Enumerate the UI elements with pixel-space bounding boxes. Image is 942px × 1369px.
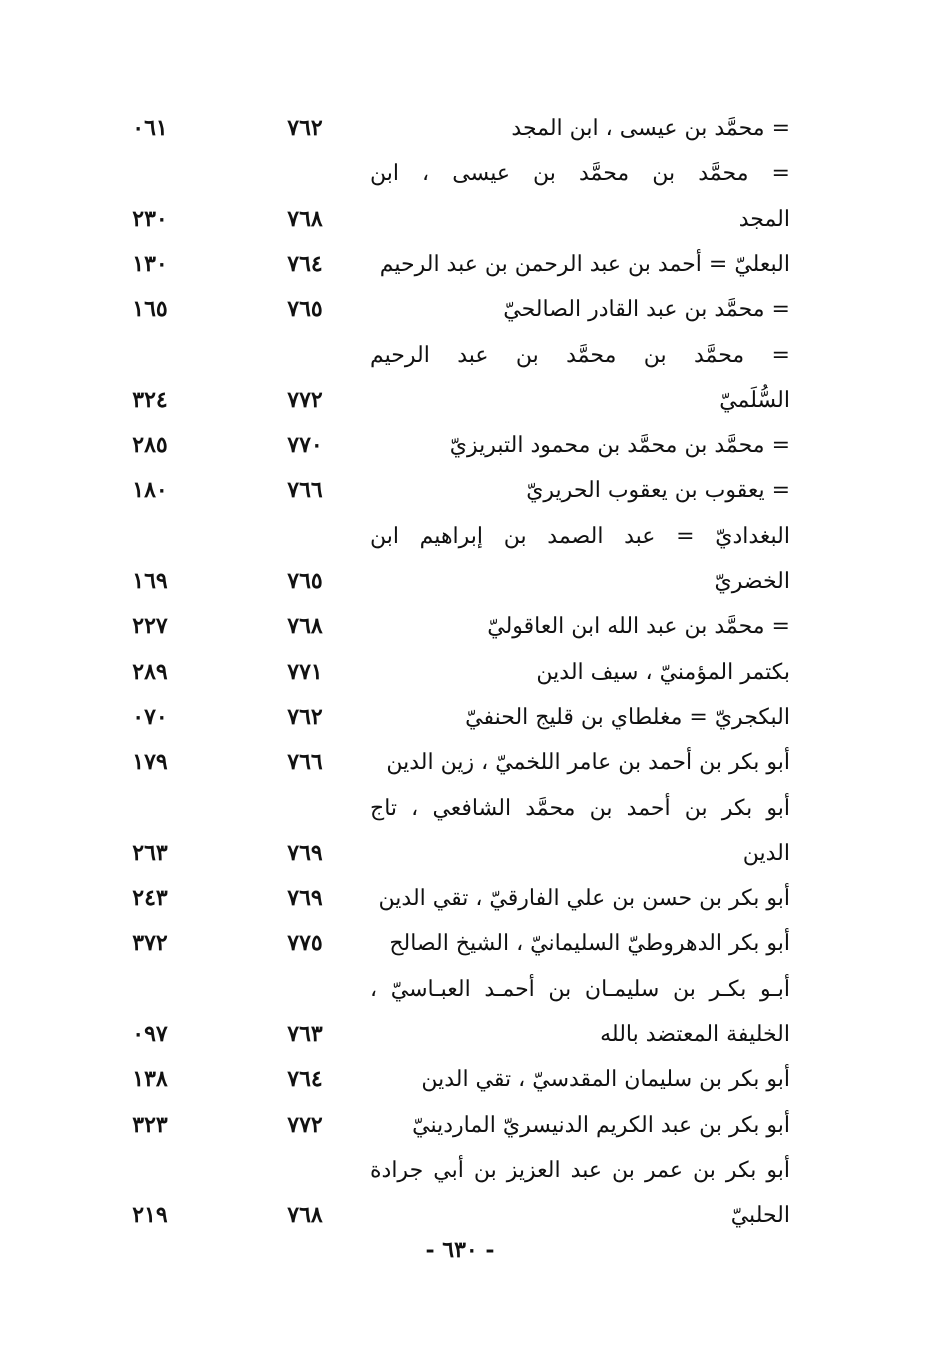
index-entry (100, 695, 800, 740)
entry-year: ٧٦٥ (287, 296, 323, 322)
entry-year: ٧٦٦ (287, 749, 323, 775)
index-entry (100, 650, 800, 695)
entry-year: ٧٧٢ (287, 1112, 323, 1138)
index-entry (100, 921, 800, 966)
entry-name: = محمَّد بن محمَّد بن عيسى ، ابن (370, 161, 790, 186)
entry-name: أبو بكر بن عبد الكريم الدنيسريّ الماردينيّ (412, 1113, 790, 1138)
index-entry (100, 740, 800, 785)
entry-year (275, 151, 335, 196)
entry-year (275, 333, 335, 378)
entry-year: ٧٦٣ (287, 1021, 323, 1047)
entry-name: أبو بكر بن حسن بن علي الفارقيّ ، تقي الدين (378, 886, 790, 911)
entry-number (120, 786, 180, 831)
entry-number (120, 967, 180, 1012)
entry-number (120, 1148, 180, 1193)
entry-number: ٢١٩ (132, 1202, 168, 1228)
entry-name: بكتمر المؤمنيّ ، سيف الدين (536, 660, 790, 685)
entry-name: السُّلَميّ (719, 388, 790, 413)
entry-number: ٣٧٢ (132, 930, 168, 956)
index-entry (100, 1057, 800, 1102)
entry-name: أبو بكر بن أحمد بن محمَّد الشافعي ، تاج (370, 796, 790, 821)
entry-number: ٠٦١ (132, 115, 168, 141)
entry-year: ٧٧٢ (287, 387, 323, 413)
entry-name: = محمَّد بن عيسى ، ابن المجد (511, 116, 790, 141)
entry-name: = يعقوب بن يعقوب الحريريّ (526, 478, 790, 503)
entry-name: أبـو بكـر بن سليمـان بن أحمـد العبـاسيّ ، (370, 977, 790, 1002)
entry-year: ٧٦٤ (287, 251, 323, 277)
entry-number: ٠٩٧ (132, 1021, 168, 1047)
entry-name: أبو بكر بن عمر بن عبد العزيز بن أبي جرادة (370, 1158, 790, 1183)
entry-year: ٧٦٨ (287, 613, 323, 639)
index-entry (100, 468, 800, 513)
entry-number: ١٦٩ (132, 568, 168, 594)
index-entry (100, 423, 800, 468)
index-entry (100, 559, 800, 604)
entry-year: ٧٦٤ (287, 1066, 323, 1092)
index-entry (100, 151, 800, 196)
entry-name: = محمَّد بن محمَّد بن محمود التبريزيّ (449, 433, 790, 458)
entry-year (275, 514, 335, 559)
entry-year (275, 967, 335, 1012)
entry-name: الحلبيّ (730, 1203, 790, 1228)
entry-name: الخليفة المعتضد بالله (600, 1022, 790, 1047)
entry-year: ٧٧٥ (287, 930, 323, 956)
entry-name: أبو بكر الدهروطيّ السليمانيّ ، الشيخ الصالح (389, 931, 790, 956)
index-entry (100, 333, 800, 378)
entry-name: المجد (738, 207, 790, 232)
index-entry (100, 831, 800, 876)
entry-name: الخضريّ (714, 569, 790, 594)
entry-year (275, 786, 335, 831)
index-entry (100, 242, 800, 287)
entry-number (120, 514, 180, 559)
entry-number: ٢٨٩ (132, 659, 168, 685)
entry-year: ٧٧٠ (287, 432, 323, 458)
entry-number: ٢٨٥ (132, 432, 168, 458)
entry-number: ٣٢٣ (132, 1112, 168, 1138)
entry-name: أبو بكر بن أحمد بن عامر اللخميّ ، زين الدين (386, 750, 790, 775)
entry-year: ٧٦٥ (287, 568, 323, 594)
page-number: - ٦٣٠ - (425, 1237, 495, 1263)
entry-number (120, 333, 180, 378)
entry-number (120, 151, 180, 196)
index-entry (100, 604, 800, 649)
index-entry (100, 876, 800, 921)
entry-number: ٣٢٤ (132, 387, 168, 413)
index-entry (100, 1012, 800, 1057)
entry-number: ٠٧٠ (132, 704, 168, 730)
entry-year (275, 1148, 335, 1193)
entry-name: أبو بكر بن سليمان المقدسيّ ، تقي الدين (421, 1067, 790, 1092)
entry-year: ٧٦٨ (287, 1202, 323, 1228)
entry-number: ١٣٨ (132, 1066, 168, 1092)
entry-name: البكجريّ = مغلطاي بن قليج الحنفيّ (465, 705, 790, 730)
entry-year: ٧٦٨ (287, 206, 323, 232)
index-entry (100, 378, 800, 423)
entry-number: ٢٤٣ (132, 885, 168, 911)
entry-name: الدين (742, 841, 790, 866)
entry-number: ٢٣٠ (132, 206, 168, 232)
index-entry (100, 287, 800, 332)
entry-year: ٧٦٢ (287, 115, 323, 141)
index-entry (100, 967, 800, 1012)
entry-year: ٧٦٩ (287, 885, 323, 911)
entry-number: ٢٦٣ (132, 840, 168, 866)
entry-name: البعليّ = أحمد بن عبد الرحمن بن عبد الرحيم (379, 252, 790, 277)
index-entry (100, 514, 800, 559)
entry-number: ٢٢٧ (132, 613, 168, 639)
index-entry (100, 106, 800, 151)
entry-name: = محمَّد بن عبد الله ابن العاقوليّ (487, 614, 790, 639)
index-entry (100, 786, 800, 831)
entry-number: ١٦٥ (132, 296, 168, 322)
entry-year: ٧٦٦ (287, 477, 323, 503)
index-entry (100, 1103, 800, 1148)
entry-name: = محمَّد بن عبد القادر الصالحيّ (503, 297, 790, 322)
index-entry (100, 1148, 800, 1193)
entry-year: ٧٧١ (287, 659, 323, 685)
entry-number: ١٣٠ (132, 251, 168, 277)
entry-number: ١٨٠ (132, 477, 168, 503)
entry-name: = محمَّد بن محمَّد بن عبد الرحيم (370, 343, 790, 368)
entry-year: ٧٦٢ (287, 704, 323, 730)
entry-year: ٧٦٩ (287, 840, 323, 866)
index-entry (100, 197, 800, 242)
entry-number: ١٧٩ (132, 749, 168, 775)
entry-name: البغداديّ = عبد الصمد بن إبراهيم ابن (370, 524, 790, 549)
